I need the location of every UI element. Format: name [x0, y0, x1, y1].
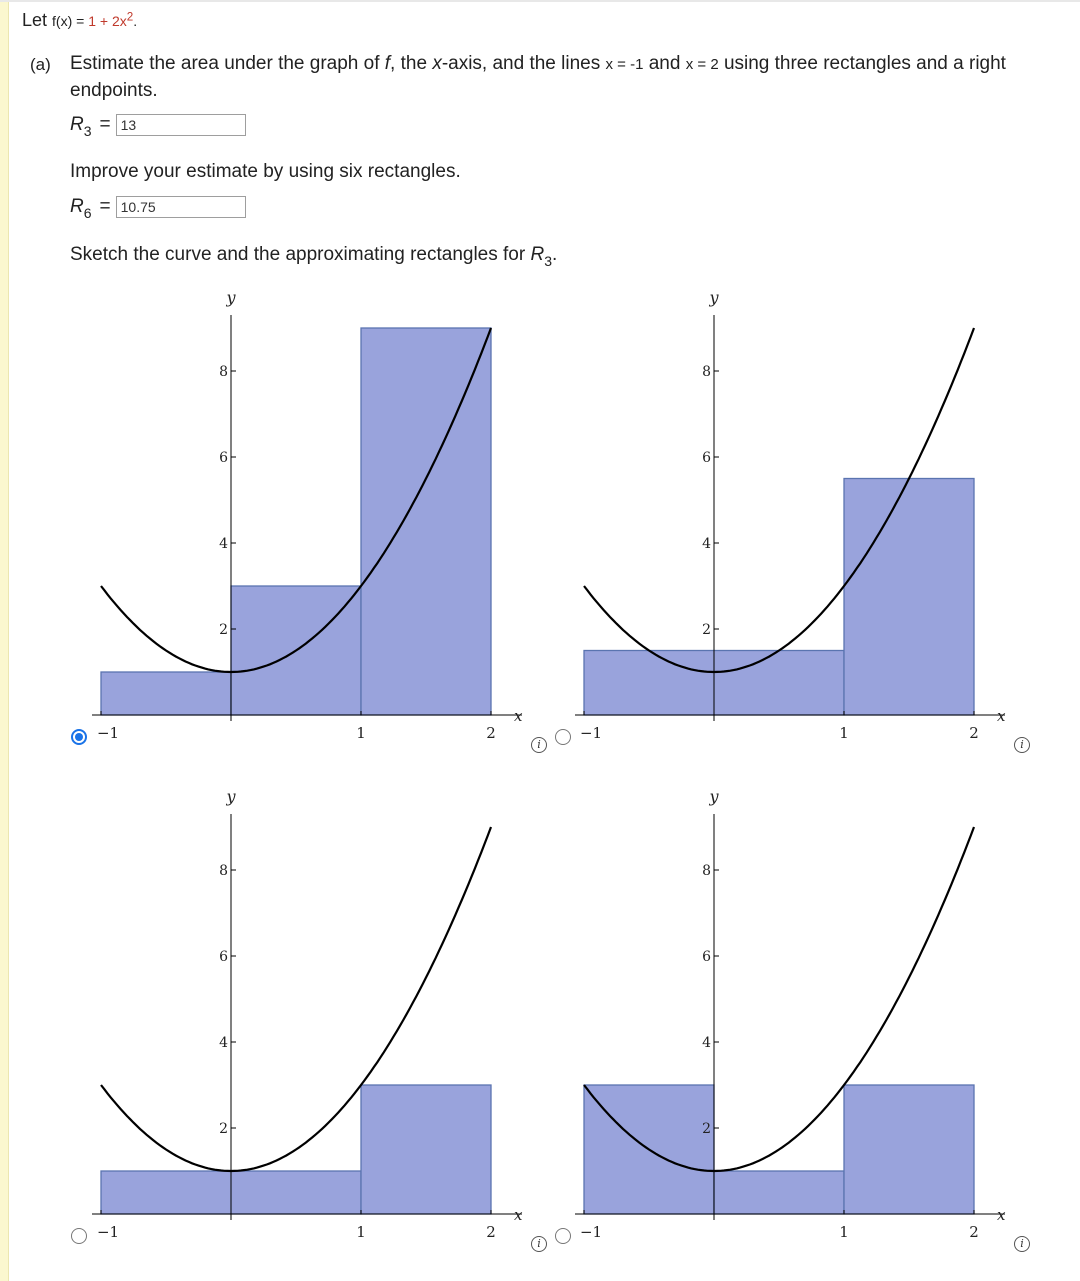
- option-3-info-icon[interactable]: i: [531, 1236, 547, 1252]
- x-tick-label-2: 2: [486, 1223, 496, 1241]
- y-tick-label-6: 6: [219, 949, 228, 965]
- r6-input[interactable]: 10.75: [116, 196, 246, 218]
- rectangle-3: [844, 1085, 974, 1214]
- y-tick-label-2: 2: [219, 1121, 228, 1137]
- graph-option-1[interactable]: [62, 285, 542, 755]
- y-tick-label-6: 6: [702, 450, 711, 466]
- x-tick-label--1: −1: [96, 724, 120, 742]
- option-3-radio[interactable]: [71, 1228, 87, 1244]
- x-tick-label-1: 1: [839, 724, 849, 742]
- y-tick-label-8: 8: [702, 863, 711, 879]
- problem-intro: [22, 10, 137, 31]
- intro-let: Let: [22, 10, 48, 30]
- x-tick-label--1: −1: [579, 1223, 603, 1241]
- y-axis-label: y: [709, 288, 719, 307]
- part-a-question: Estimate the area under the graph of f, the x-axis, and the lines x = -1 and x = 2 using three rectangles and a right endpoints.: [70, 53, 1006, 101]
- option-1-radio[interactable]: [71, 729, 87, 745]
- x-tick-label-1: 1: [356, 1223, 366, 1241]
- part-a-label: (a): [30, 55, 51, 74]
- y-tick-label-4: 4: [219, 1035, 228, 1051]
- r6-label: $R_6$: [70, 196, 92, 221]
- x-axis-label: x: [514, 1206, 523, 1224]
- x-tick-label-1: 1: [356, 724, 366, 742]
- x-tick-label--1: −1: [96, 1223, 120, 1241]
- rectangle-2: [361, 1085, 491, 1214]
- y-tick-label-4: 4: [702, 536, 711, 552]
- y-tick-label-6: 6: [702, 949, 711, 965]
- rectangle-1: [101, 672, 231, 715]
- r3-input[interactable]: 13: [116, 114, 246, 136]
- y-axis-label: y: [226, 288, 236, 307]
- x-axis-label: x: [514, 707, 523, 725]
- x-axis-label: x: [997, 707, 1006, 725]
- left-margin-bar: [0, 0, 9, 1281]
- r3-label: $R_3$: [70, 114, 92, 139]
- y-tick-label-6: 6: [219, 450, 228, 466]
- sketch-prompt: Sketch the curve and the approximating rectangles for $R_3$.: [70, 244, 558, 269]
- graph-option-3[interactable]: [62, 784, 542, 1254]
- option-1-info-icon[interactable]: i: [531, 737, 547, 753]
- r3-answer-row: $R_3$ = 13: [70, 114, 246, 136]
- rectangle-2: [714, 1171, 844, 1214]
- option-2-radio[interactable]: [555, 729, 571, 745]
- top-divider: [0, 0, 1080, 2]
- rectangle-3: [361, 328, 491, 715]
- option-2-info-icon[interactable]: i: [1014, 737, 1030, 753]
- x-tick-label-1: 1: [839, 1223, 849, 1241]
- intro-function: $f(x) = 1 + 2x^2$.: [52, 10, 138, 29]
- option-4-radio[interactable]: [555, 1228, 571, 1244]
- x-tick-label-2: 2: [486, 724, 496, 742]
- graph-option-2[interactable]: [545, 285, 1025, 755]
- y-tick-label-8: 8: [219, 364, 228, 380]
- x-axis-label: x: [997, 1206, 1006, 1224]
- y-axis-label: y: [226, 787, 236, 806]
- x-tick-label--1: −1: [579, 724, 603, 742]
- y-axis-label: y: [709, 787, 719, 806]
- rectangle-2: [844, 479, 974, 716]
- graph-option-4[interactable]: [545, 784, 1025, 1254]
- y-tick-label-8: 8: [702, 364, 711, 380]
- r6-answer-row: $R_6$ = 10.75: [70, 196, 246, 218]
- x-tick-label-2: 2: [969, 1223, 979, 1241]
- x-tick-label-2: 2: [969, 724, 979, 742]
- y-tick-label-2: 2: [702, 1121, 711, 1137]
- y-tick-label-8: 8: [219, 863, 228, 879]
- improve-prompt: Improve your estimate by using six rectangles.: [70, 161, 461, 182]
- y-tick-label-4: 4: [219, 536, 228, 552]
- y-tick-label-2: 2: [219, 622, 228, 638]
- y-tick-label-4: 4: [702, 1035, 711, 1051]
- y-tick-label-2: 2: [702, 622, 711, 638]
- option-4-info-icon[interactable]: i: [1014, 1236, 1030, 1252]
